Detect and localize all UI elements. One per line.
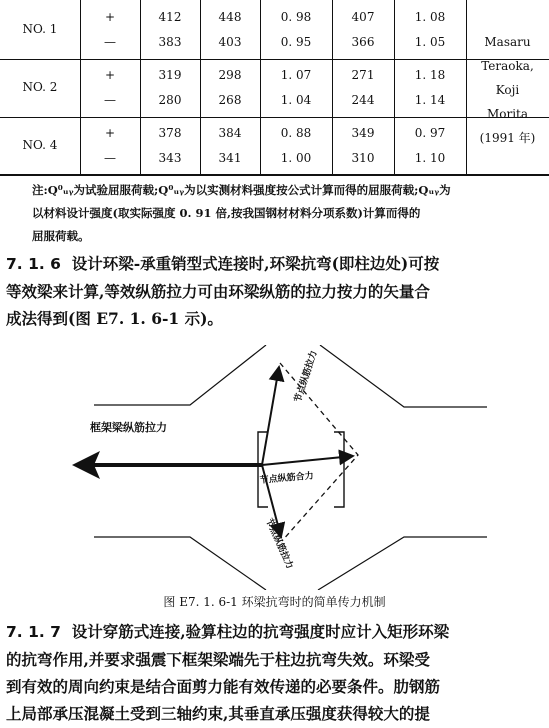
- para-line: 等效梁来计算,等效纵筋拉力可由环梁纵筋的拉力按力的矢量合: [6, 282, 430, 301]
- sign-plus: +: [104, 68, 116, 82]
- cell: 366: [351, 35, 375, 49]
- beam-outline: [320, 345, 487, 407]
- cell: 1. 10: [414, 151, 446, 165]
- cell: 341: [218, 151, 242, 165]
- cell: 268: [218, 93, 242, 107]
- table-divider: [394, 0, 395, 175]
- sign-minus: —: [104, 151, 116, 165]
- row-label: NO. 4: [22, 138, 58, 152]
- label-top-tension: 节点纵筋拉力: [293, 349, 320, 404]
- label-combined: 节点纵筋合力: [259, 471, 315, 486]
- para-line: 的抗弯作用,并要求强震下框架梁端先于柱边抗弯失效。环梁受: [6, 650, 430, 669]
- beam-outline: [94, 345, 266, 405]
- figure-caption: 图 E7. 1. 6-1 环梁抗弯时的简单传力机制: [163, 595, 386, 609]
- parallelogram-dash: [280, 363, 358, 541]
- cell: 448: [218, 10, 242, 24]
- source-line: Morita: [486, 107, 529, 121]
- row-label: NO. 1: [22, 22, 58, 36]
- sign-minus: —: [104, 93, 116, 107]
- source-line: (1991 年): [479, 131, 536, 145]
- sign-plus: +: [104, 10, 116, 24]
- table-divider: [140, 0, 141, 175]
- cell: 349: [351, 126, 375, 140]
- table-note: [32, 179, 544, 248]
- cell: 1. 00: [280, 151, 312, 165]
- source-column: [466, 30, 549, 150]
- cell: 1. 05: [414, 35, 446, 49]
- cell: 319: [158, 68, 182, 82]
- source-line: Koji: [495, 83, 520, 97]
- cell: 384: [218, 126, 242, 140]
- cell: 0. 97: [414, 126, 446, 140]
- para-line: 到有效的周向约束是结合面剪力能有效传递的必要条件。肋钢筋: [6, 677, 441, 696]
- force-diagram: [0, 345, 549, 590]
- combined-force-vector: [262, 456, 353, 465]
- para-line: 上局部承压混凝土受到三轴约束,其垂直承压强度获得较大的提: [6, 704, 430, 723]
- cell: 407: [351, 10, 375, 24]
- para-line: 成法得到(图 E7. 1. 6-1 示)。: [6, 309, 223, 328]
- cell: 298: [218, 68, 242, 82]
- table-divider: [200, 0, 201, 175]
- cell: 412: [158, 10, 182, 24]
- cell: 0. 98: [280, 10, 312, 24]
- sign-plus: +: [104, 126, 116, 140]
- table-divider: [260, 0, 261, 175]
- label-frame-beam: 框架梁纵筋拉力: [90, 421, 167, 434]
- beam-outline: [318, 537, 487, 590]
- row-label: NO. 2: [22, 80, 58, 94]
- cell: 1. 18: [414, 68, 446, 82]
- note-line: 屈服荷载。: [32, 229, 90, 243]
- cell: 310: [351, 151, 375, 165]
- table-divider: [332, 0, 333, 175]
- cell: 1. 14: [414, 93, 446, 107]
- section-number: 7. 1. 6: [6, 255, 61, 273]
- top-tension-vector: [262, 367, 279, 465]
- section-7-1-7: [6, 618, 546, 727]
- section-7-1-6: [6, 250, 546, 332]
- cell: 343: [158, 151, 182, 165]
- cell: 271: [351, 68, 375, 82]
- sign-minus: —: [104, 35, 116, 49]
- note-line: 以材料设计强度(取实际强度 0. 91 倍,按我国钢材材料分项系数)计算而得的: [32, 206, 421, 220]
- cell: 0. 88: [280, 126, 312, 140]
- para-line: 设计环梁-承重销型式连接时,环梁抗弯(即柱边处)可按: [71, 254, 440, 273]
- table-divider: [80, 0, 81, 175]
- cell: 244: [351, 93, 375, 107]
- cell: 1. 04: [280, 93, 312, 107]
- cell: 403: [218, 35, 242, 49]
- source-line: Teraoka,: [481, 59, 534, 73]
- cell: 378: [158, 126, 182, 140]
- cell: 1. 07: [280, 68, 312, 82]
- beam-outline: [94, 537, 266, 590]
- section-number: 7. 1. 7: [6, 623, 61, 641]
- cell: 280: [158, 93, 182, 107]
- source-line: Masaru: [484, 35, 531, 49]
- cell: 383: [158, 35, 182, 49]
- data-table: [0, 0, 549, 176]
- label-bottom-tension: 节点纵筋拉力: [263, 517, 295, 571]
- cell: 0. 95: [280, 35, 312, 49]
- note-line: 注:Q⁰ᵤᵧ为试验屈服荷载;Q⁰ᵤᵧ为以实测材料强度按公式计算而得的屈服荷载;Qᵤᵧ为: [32, 183, 451, 197]
- para-line: 设计穿筋式连接,验算柱边的抗弯强度时应计入矩形环梁: [71, 622, 450, 641]
- cell: 1. 08: [414, 10, 446, 24]
